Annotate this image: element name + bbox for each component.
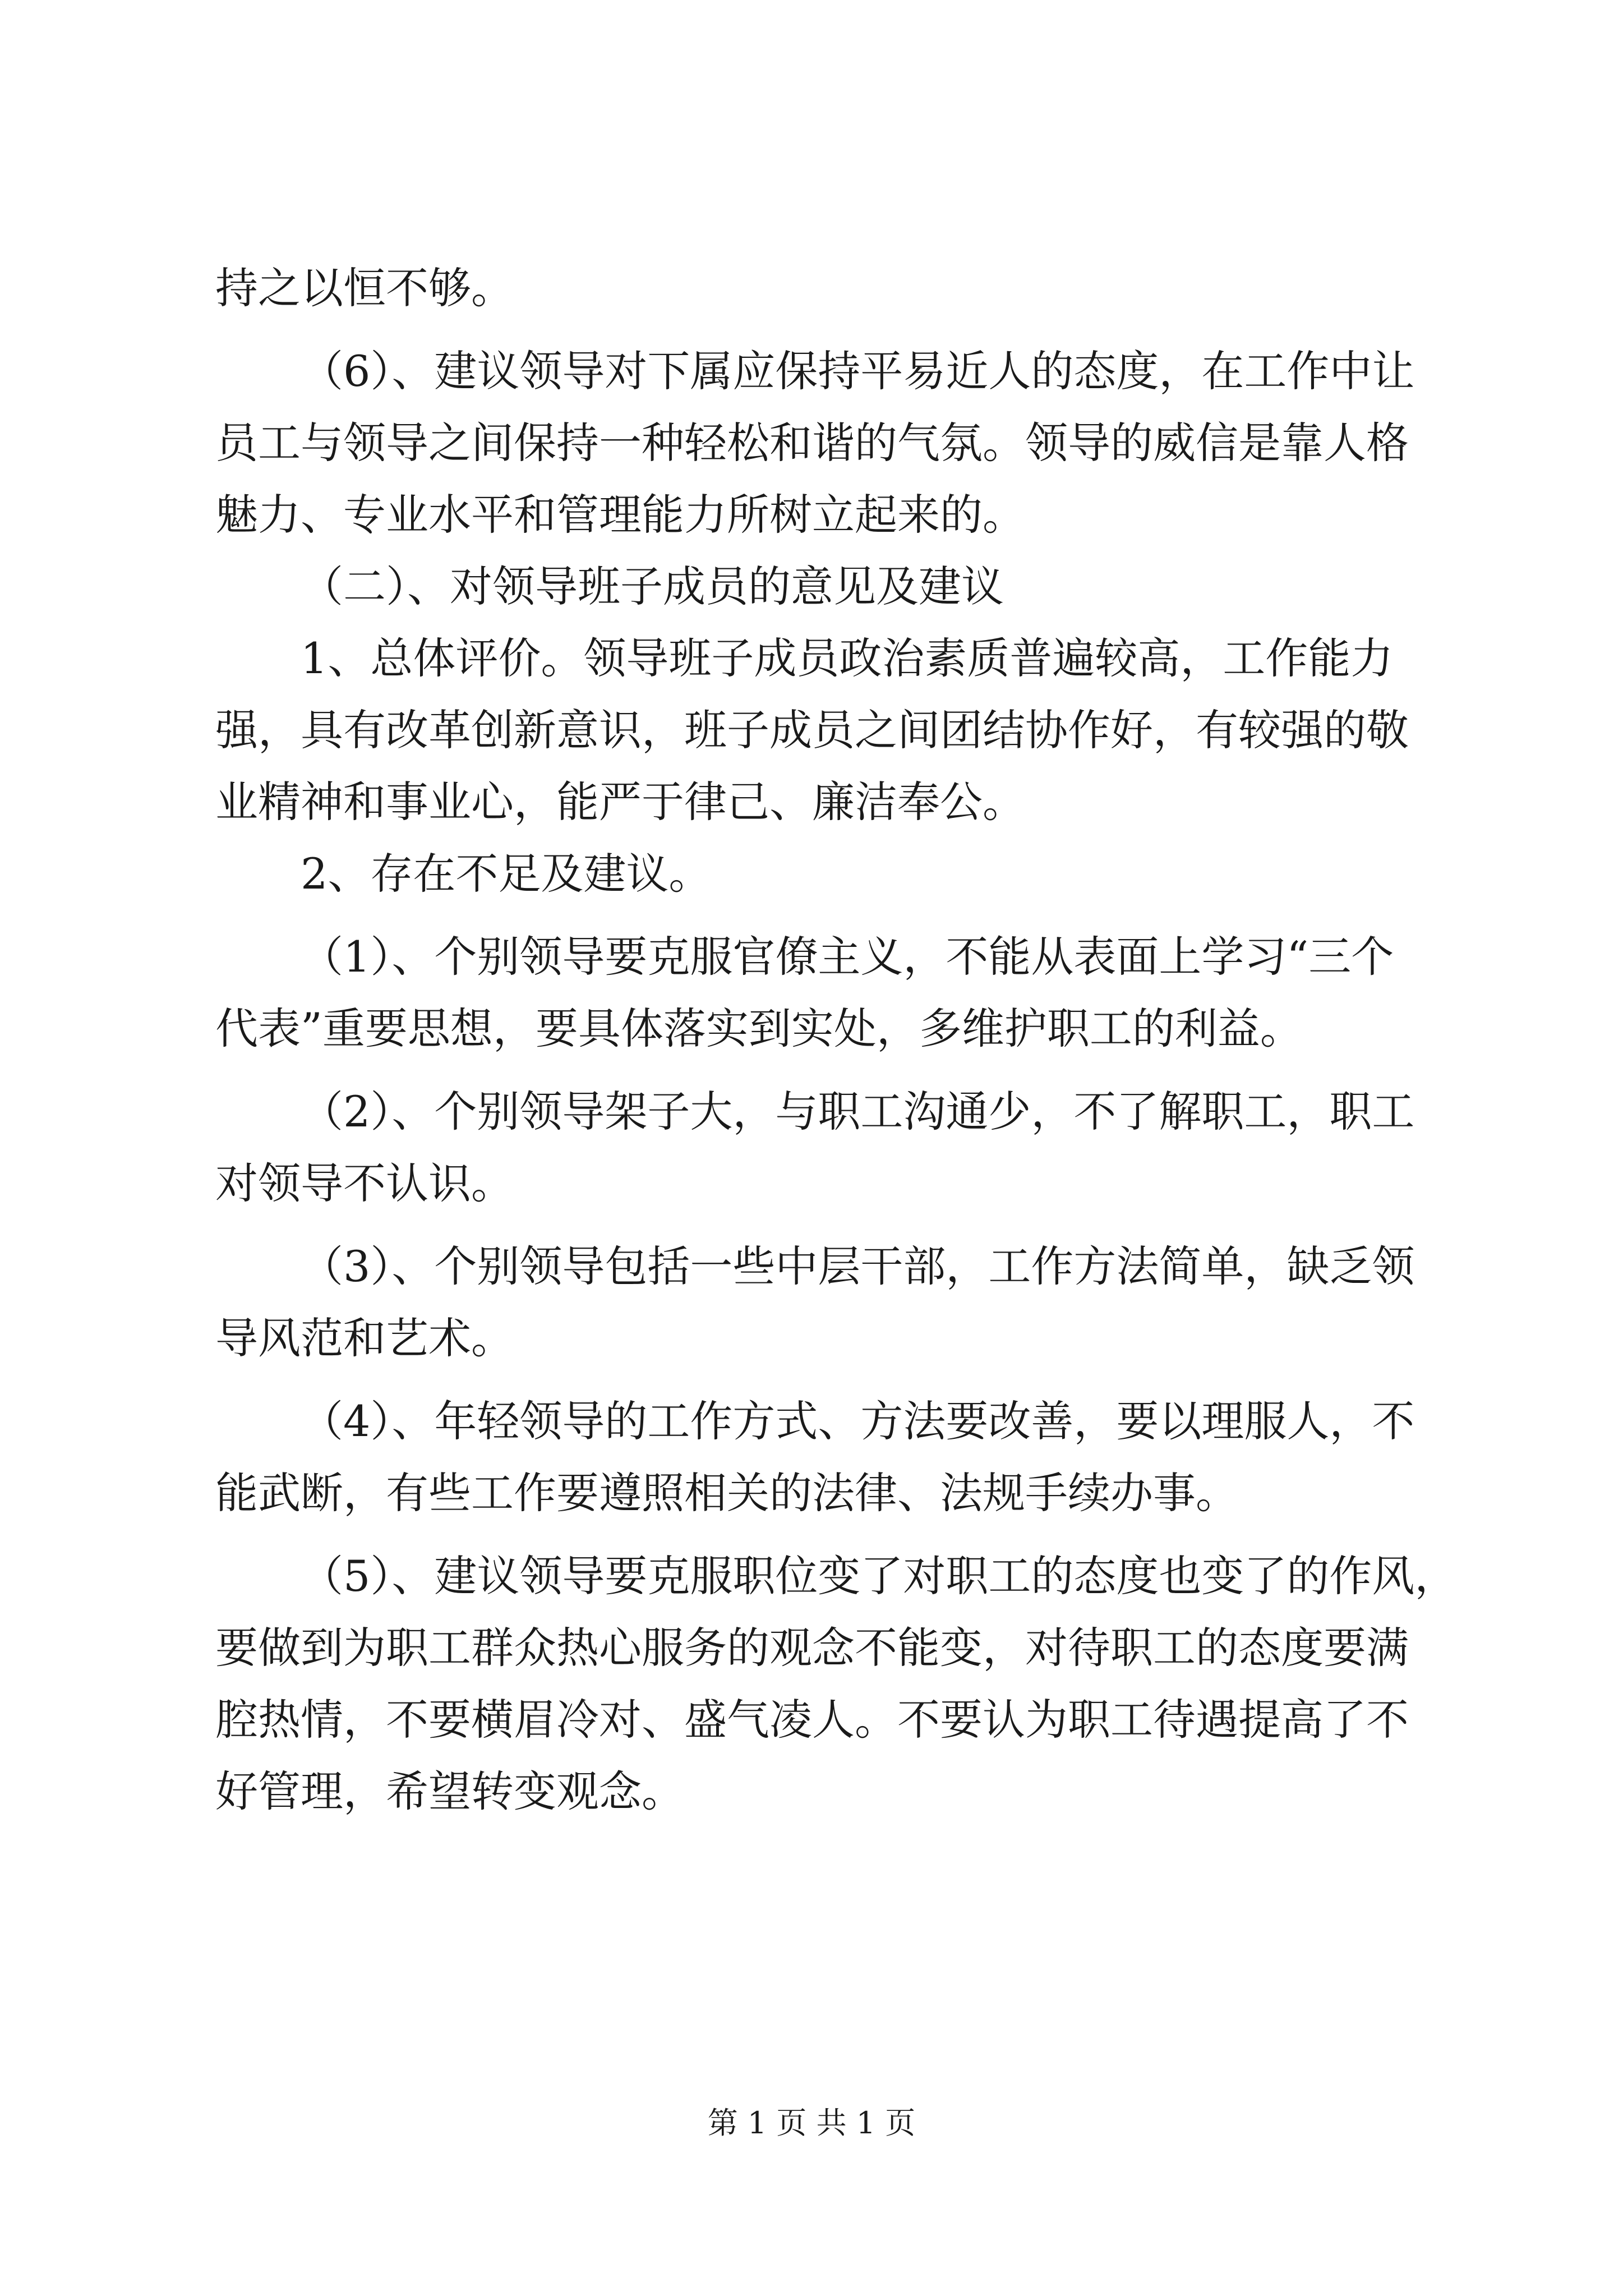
text-line: 1、总体评价。领导班子成员政治素质普遍较高，工作能力 <box>301 633 1394 683</box>
text-line: 对领导不认识。 <box>215 1158 514 1208</box>
document-body <box>215 252 1458 1828</box>
text-line: 业精神和事业心，能严于律己、廉洁奉公。 <box>215 777 1025 827</box>
text-line: （2）、个别领导架子大，与职工沟通少，不了解职工，职工 <box>301 1087 1415 1137</box>
text-line: 强，具有改革创新意识，班子成员之间团结协作好，有较强的敬 <box>215 705 1409 755</box>
text-line: 持之以恒不够。 <box>215 263 514 313</box>
text-line: （1）、个别领导要克服官僚主义，不能从表面上学习“三个 <box>301 932 1394 982</box>
text-line: 员工与领导之间保持一种轻松和谐的气氛。领导的威信是靠人格 <box>215 418 1409 468</box>
page-number: 第 1 页 共 1 页 <box>707 2105 916 2141</box>
text-line: 能武断，有些工作要遵照相关的法律、法规手续办事。 <box>215 1468 1238 1518</box>
text-line: 代表”重要思想，要具体落实到实处，多维护职工的利益。 <box>215 1004 1303 1053</box>
page-footer <box>0 2104 1623 2143</box>
text-line: （5）、建议领导要克服职位变了对职工的态度也变了的作风， <box>301 1551 1458 1601</box>
subsection-heading: 2、存在不足及建议。 <box>301 849 712 899</box>
text-line: 要做到为职工群众热心服务的观念不能变，对待职工的态度要满 <box>215 1623 1409 1673</box>
section-heading: （二）、对领导班子成员的意见及建议 <box>301 562 1004 611</box>
text-line: （4）、年轻领导的工作方式、方法要改善，要以理服人，不 <box>301 1396 1415 1446</box>
text-line: （6）、建议领导对下属应保持平易近人的态度，在工作中让 <box>301 346 1415 396</box>
text-line: 魅力、专业水平和管理能力所树立起来的。 <box>215 490 1025 540</box>
text-line: （3）、个别领导包括一些中层干部，工作方法简单，缺乏领 <box>301 1241 1415 1291</box>
text-line: 好管理，希望转变观念。 <box>215 1766 684 1816</box>
text-line: 腔热情，不要横眉冷对、盛气凌人。不要认为职工待遇提高了不 <box>215 1695 1409 1745</box>
text-line: 导风范和艺术。 <box>215 1313 514 1363</box>
